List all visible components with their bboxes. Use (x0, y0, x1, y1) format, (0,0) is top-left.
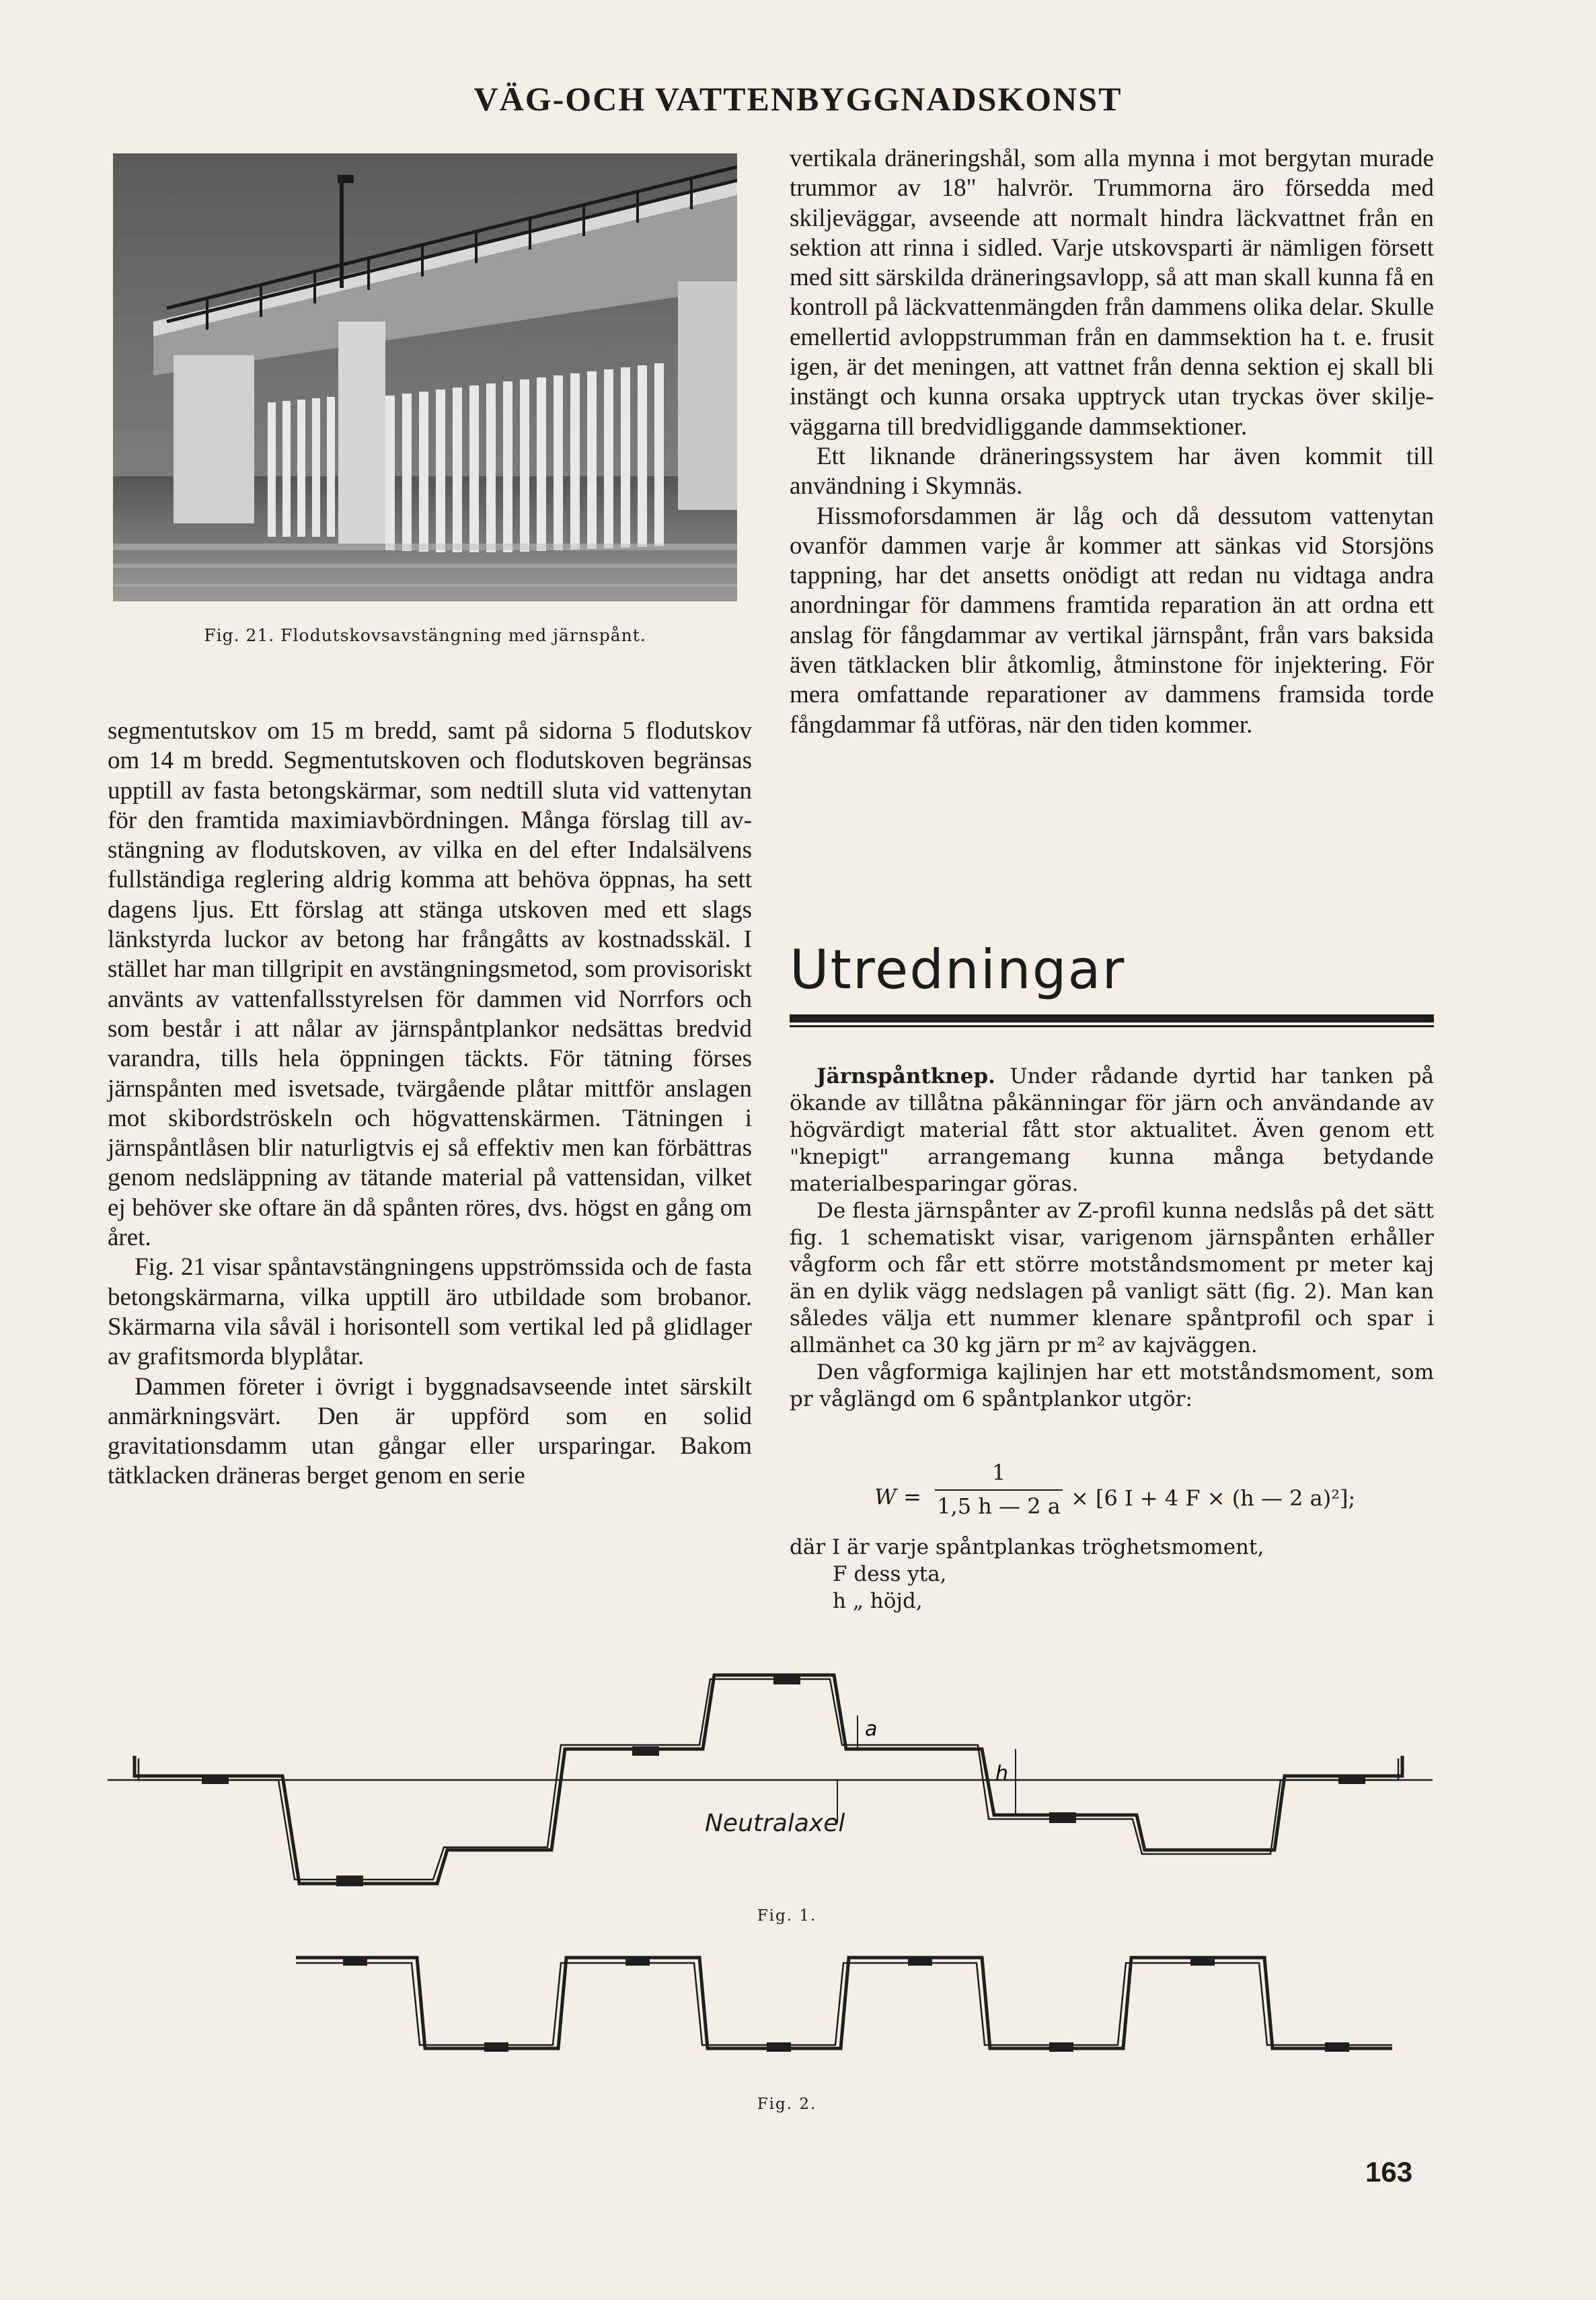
photo-illustration (113, 153, 737, 601)
utredningar-paragraph-1 (790, 1063, 1434, 1197)
formula-fraction (935, 1460, 1063, 1519)
left-paragraph-1: segmentutskov om 15 m bredd, samt på sidorna 5 flodutskov om 14 m bredd. Segmentutskoven och flodutskoven begränsas upptill av fasta betongskärmar, som nedtill sluta vid vattenytan för den framtida maximiavbördningen. Många förslag till avstängning av flodutskoven, av vilka en del efter Indalsälvens fullständiga reglering aldrig komma att behöva öppnas, ha sett dagens ljus. Ett förslag att stänga utskoven med ett slags länkstyrda luckor av betong har frångåtts av kostnadsskäl. I stället har man tillgripit en avstängningsmetod, som provisoriskt använts av vattenfallsstyrelsen för dammen vid Norrfors och som består i att nålar av järnspåntplankor nedsättas bredvid varandra, tills hela öppningen täckts. För tätning förses järnspånten med isvetsade, tvärgående plåtar mittför anslagen mot skibordströskeln och högvattenskärmen. Tätningen i järnspåntlåsen blir naturligtvis ej så effektiv men kan förbättras genom nedsläppning av tätande material på vattensidan, vilket ej behöver ske oftare än då spånten röres, dvs. högst en gång om året. (108, 717, 752, 1252)
section-rule (790, 1014, 1434, 1023)
right-paragraph-1: vertikala dräneringshål, som alla mynna i mot bergytan murade trummor av 18" halvrör. Trummorna äro försedda med skiljeväggar, avseende att normalt hindra läckvattnet från en sektion att rinna i sidled. Varje utskovsparti är nämligen försett med sitt särskilda dräneringsavlopp, så att man skall kunna få en kontroll på läckvattenmängden från dammens olika delar. Skulle emellertid avloppstrumman från en dammsektion ha t. e. frusit igen, är det meningen, att vattnet från denna sektion ej skall bli instängt och kunna orsaka upptryck utan tryckas över skiljeväggarna till bredvidliggande dammsektioner. (790, 145, 1434, 441)
utredningar-text (790, 1063, 1434, 1413)
fig2-caption: Fig. 2. (757, 2095, 817, 2113)
left-paragraph-2: Fig. 21 visar spåntavstängningens uppströmssida och de fasta betongskärmarna, vilka upptill äro utbildade som brobanor. Skärmarna vila såväl i horisontell som vertikal led på glidlager av grafitsmorda blyplåtar. (108, 1253, 752, 1371)
formula-lhs: W = (874, 1484, 921, 1510)
definition-h: h „ höjd, (833, 1589, 923, 1613)
definition-F: F dess yta, (833, 1562, 947, 1586)
a-label: a (865, 1717, 878, 1741)
definition-I: där I är varje spåntplankas tröghetsmoment, (790, 1535, 1264, 1559)
page-number: 163 (1365, 2156, 1413, 2188)
figure-2-drawing (0, 1937, 1596, 2085)
running-header: VÄG-OCH VATTENBYGGNADSKONST (473, 80, 1123, 118)
section-title: Utredningar (790, 938, 1126, 1001)
fig2-profile (296, 1958, 1392, 2048)
left-paragraph-3: Dammen företer i övrigt i byggnadsavseende intet särskilt anmärkningsvärt. Den är uppförd som en solid gravitationsdamm utan gångar eller ursparingar. Bakom tätklacken dräneras berget genom en serie (108, 1372, 752, 1490)
right-paragraph-2: Ett liknande dräneringssystem har även kommit till användning i Skymnäs. (790, 442, 1434, 500)
right-paragraph-3: Hissmoforsdammen är låg och då dessutom vattenytan ovanför dammen varje år kommer att sänkas vid Storsjöns tappning, har det ansetts onödigt att redan nu vidtaga andra anordningar för dammens framtida reparation än att ordna ett anslag för fångdammar av vertikal järnspånt, från vars baksida även tätklacken blir åtkomlig, åtminstone för injektering. För mera omfattande reparationer av dammens framsida torde fångdammar få utföras, när den tiden kommer. (790, 502, 1434, 739)
formula-denominator: 1,5 h — 2 a (937, 1493, 1061, 1519)
definitions (790, 1534, 1434, 1615)
article-lead: Järnspåntknep. (816, 1064, 995, 1088)
utredningar-paragraph-3: Den vågformiga kajlinjen har ett motståndsmoment, som pr våglängd om 6 spåntplankor utgör: (790, 1360, 1434, 1411)
photo-caption: Fig. 21. Flodutskovsavstängning med järnspånt. (204, 626, 646, 645)
left-column (108, 716, 752, 1491)
article-lead-body: Under rådande dyrtid har tanken på ökande av tillåtna påkänningar för järn och användande av högvärdigt material fått stor aktualitet. Även genom ett "knepigt" arrangemang kunna många betydande materialbesparingar göras. (790, 1064, 1434, 1196)
formula-rest: × [6 I + 4 F × (h — 2 a)²]; (1071, 1485, 1356, 1511)
photo-fig-21 (113, 153, 737, 601)
h-label: h (995, 1762, 1009, 1785)
fig1-caption: Fig. 1. (757, 1907, 817, 1925)
formula (874, 1460, 1412, 1527)
section-rule-thin (790, 1025, 1434, 1027)
figure-1-drawing (0, 1648, 1596, 1917)
utredningar-paragraph-2: De flesta järnspånter av Z-profil kunna nedslås på det sätt fig. 1 schematiskt visar, varigenom järnspånten erhåller vågform och får ett större motståndsmoment pr meter kaj än en dylik vägg nedslagen på vanligt sätt (fig. 2). Man kan således välja ett nummer klenare spåntprofil och spar i allmänhet ca 30 kg järn pr m² av kajväggen. (790, 1199, 1434, 1358)
formula-numerator: 1 (991, 1460, 1006, 1485)
neutral-axis-label: Neutralaxel (705, 1810, 845, 1837)
right-column (790, 144, 1434, 740)
